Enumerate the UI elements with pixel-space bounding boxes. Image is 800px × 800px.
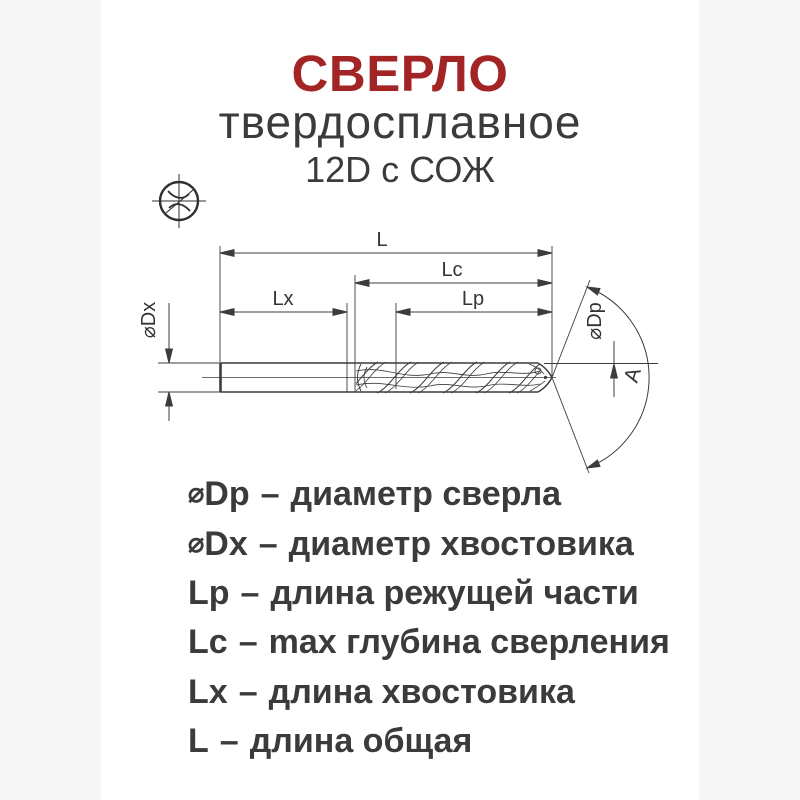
drill-end-view-icon <box>152 174 206 228</box>
product-subtitle: твердосплавное <box>218 96 582 148</box>
legend-dash: – <box>219 722 239 761</box>
legend-dash: – <box>240 573 260 612</box>
legend-symbol: Lx <box>188 672 228 711</box>
product-title: СВЕРЛО <box>291 45 509 102</box>
legend-desc: диаметр сверла <box>290 475 562 514</box>
legend <box>188 470 670 766</box>
dim-label-dx: ⌀Dx <box>138 301 160 339</box>
dim-label-lp: Lp <box>461 288 485 310</box>
drill-outline <box>158 363 658 392</box>
legend-desc: длина режущей части <box>270 573 639 612</box>
dimension-labels <box>138 229 646 385</box>
legend-row-dp <box>188 470 670 519</box>
diameter-symbol: ⌀ <box>188 478 205 509</box>
dim-label-lx: Lx <box>272 288 294 310</box>
legend-dash: – <box>258 524 278 563</box>
legend-desc: длина общая <box>249 722 473 761</box>
legend-row-l <box>188 717 670 766</box>
dim-label-a: A <box>619 365 646 386</box>
legend-row-dx <box>188 519 670 568</box>
dim-label-dp: ⌀Dp <box>584 302 606 340</box>
legend-dash: – <box>238 672 258 711</box>
dimension-lines <box>166 246 649 473</box>
legend-desc: max глубина сверления <box>268 623 670 662</box>
legend-row-lc <box>188 618 670 667</box>
legend-symbol: L <box>188 722 209 761</box>
dim-label-lc: Lc <box>441 259 463 281</box>
legend-row-lx <box>188 668 670 717</box>
product-spec: 12D с СОЖ <box>305 149 495 190</box>
legend-dash: – <box>260 475 280 514</box>
legend-symbol: Dx <box>204 524 248 563</box>
legend-symbol: Lp <box>188 573 230 612</box>
diameter-symbol: ⌀ <box>188 527 205 558</box>
dim-label-l: L <box>376 229 388 251</box>
legend-symbol: Dp <box>204 475 250 514</box>
legend-desc: диаметр хвостовика <box>288 524 634 563</box>
legend-dash: – <box>238 623 258 662</box>
legend-row-lp <box>188 569 670 618</box>
legend-desc: длина хвостовика <box>268 672 575 711</box>
legend-symbol: Lc <box>188 623 228 662</box>
